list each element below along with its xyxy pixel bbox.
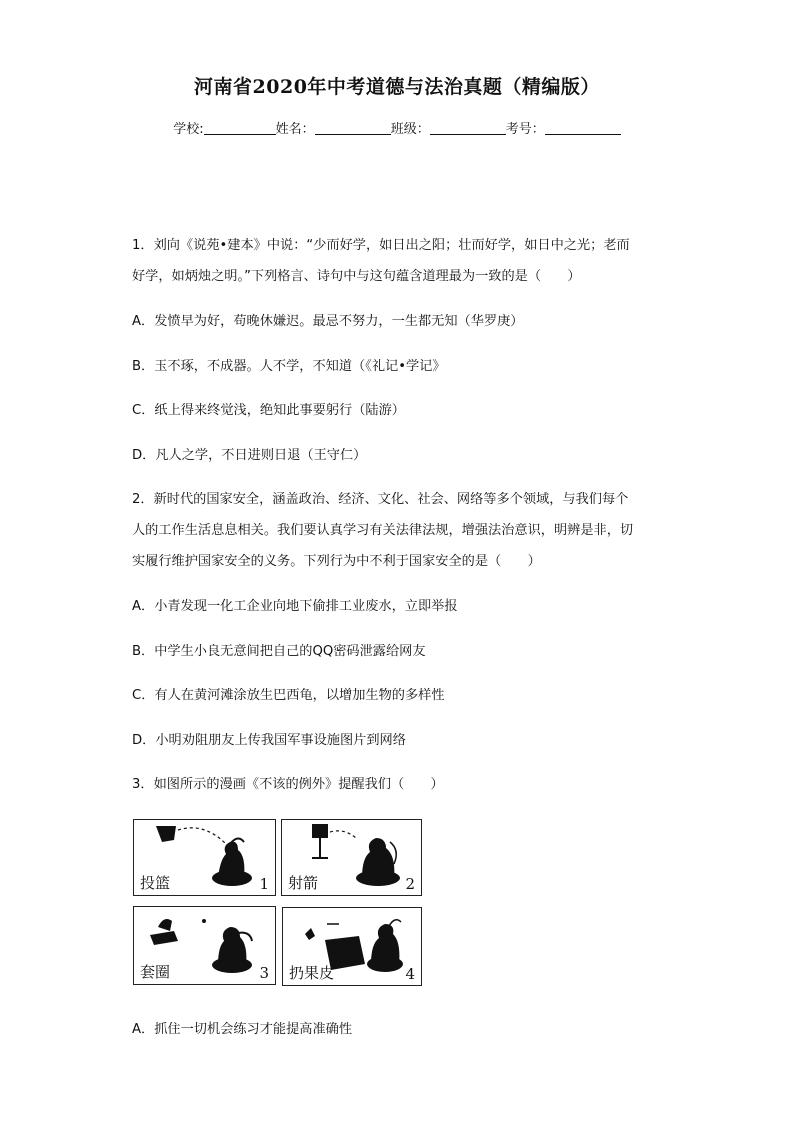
question-2-line-3: 实履行维护国家安全的义务。下列行为中不利于国家安全的是（ ） — [132, 554, 541, 569]
page-title: 河南省2020年中考道德与法治真题（精编版） — [194, 76, 600, 98]
panel-caption: 套圈 — [140, 963, 171, 981]
name-blank[interactable] — [315, 120, 391, 135]
question-1-option-a: A．发愤早为好，苟晚休嫌迟。最忌不努力，一生都无知（华罗庚） — [132, 314, 524, 329]
question-2-line-2: 人的工作生活息息相关。我们要认真学习有关法律法规，增强法治意识，明辨是非，切 — [132, 523, 634, 538]
comic-panel-4 — [282, 907, 422, 986]
class-label: 班级： — [390, 122, 430, 137]
student-info-row — [0, 118, 794, 137]
question-2-line-1: 2．新时代的国家安全，涵盖政治、经济、文化、社会、网络等多个领域，与我们每个 — [132, 492, 629, 507]
comic-panel-3 — [133, 906, 276, 985]
panel-number: 3 — [259, 964, 269, 982]
name-label: 姓名： — [275, 122, 315, 137]
comic-panel-1 — [133, 819, 276, 896]
question-1-option-c: C．纸上得来终觉浅，绝知此事要躬行（陆游） — [132, 403, 405, 418]
school-label: 学校: — [173, 122, 204, 137]
question-1-option-d: D．凡人之学，不日进则日退（王守仁） — [132, 448, 367, 463]
question-2-option-a: A．小青发现一化工企业向地下偷排工业废水，立即举报 — [132, 599, 458, 614]
school-blank[interactable] — [204, 120, 276, 135]
panel-number: 1 — [259, 875, 269, 893]
panel-number: 2 — [405, 875, 415, 893]
number-blank[interactable] — [545, 120, 621, 135]
question-3-line-1: 3．如图所示的漫画《不该的例外》提醒我们（ ） — [132, 777, 444, 792]
question-1-line-1: 1．刘向《说苑•建本》中说：“少而好学，如日出之阳；壮而好学，如日中之光；老而 — [132, 238, 630, 253]
question-2-option-d: D．小明劝阻朋友上传我国军事设施图片到网络 — [132, 733, 406, 748]
class-blank[interactable] — [430, 120, 506, 135]
panel-caption: 射箭 — [288, 874, 319, 892]
panel-caption: 扔果皮 — [289, 964, 335, 982]
question-1-option-b: B．玉不琢，不成器。人不学，不知道（《礼记•学记》 — [132, 359, 446, 374]
question-3-option-a: A．抓住一切机会练习才能提高准确性 — [132, 1022, 353, 1037]
question-2-option-b: B．中学生小良无意间把自己的QQ密码泄露给网友 — [132, 644, 426, 659]
question-2-option-c: C．有人在黄河滩涂放生巴西龟，以增加生物的多样性 — [132, 688, 445, 703]
question-1-line-2: 好学，如炳烛之明。”下列格言、诗句中与这句蕴含道理最为一致的是（ ） — [132, 269, 581, 284]
comic-panel-2 — [281, 819, 422, 896]
panel-number: 4 — [405, 965, 415, 983]
number-label: 考号： — [505, 122, 545, 137]
panel-caption: 投篮 — [140, 874, 171, 892]
